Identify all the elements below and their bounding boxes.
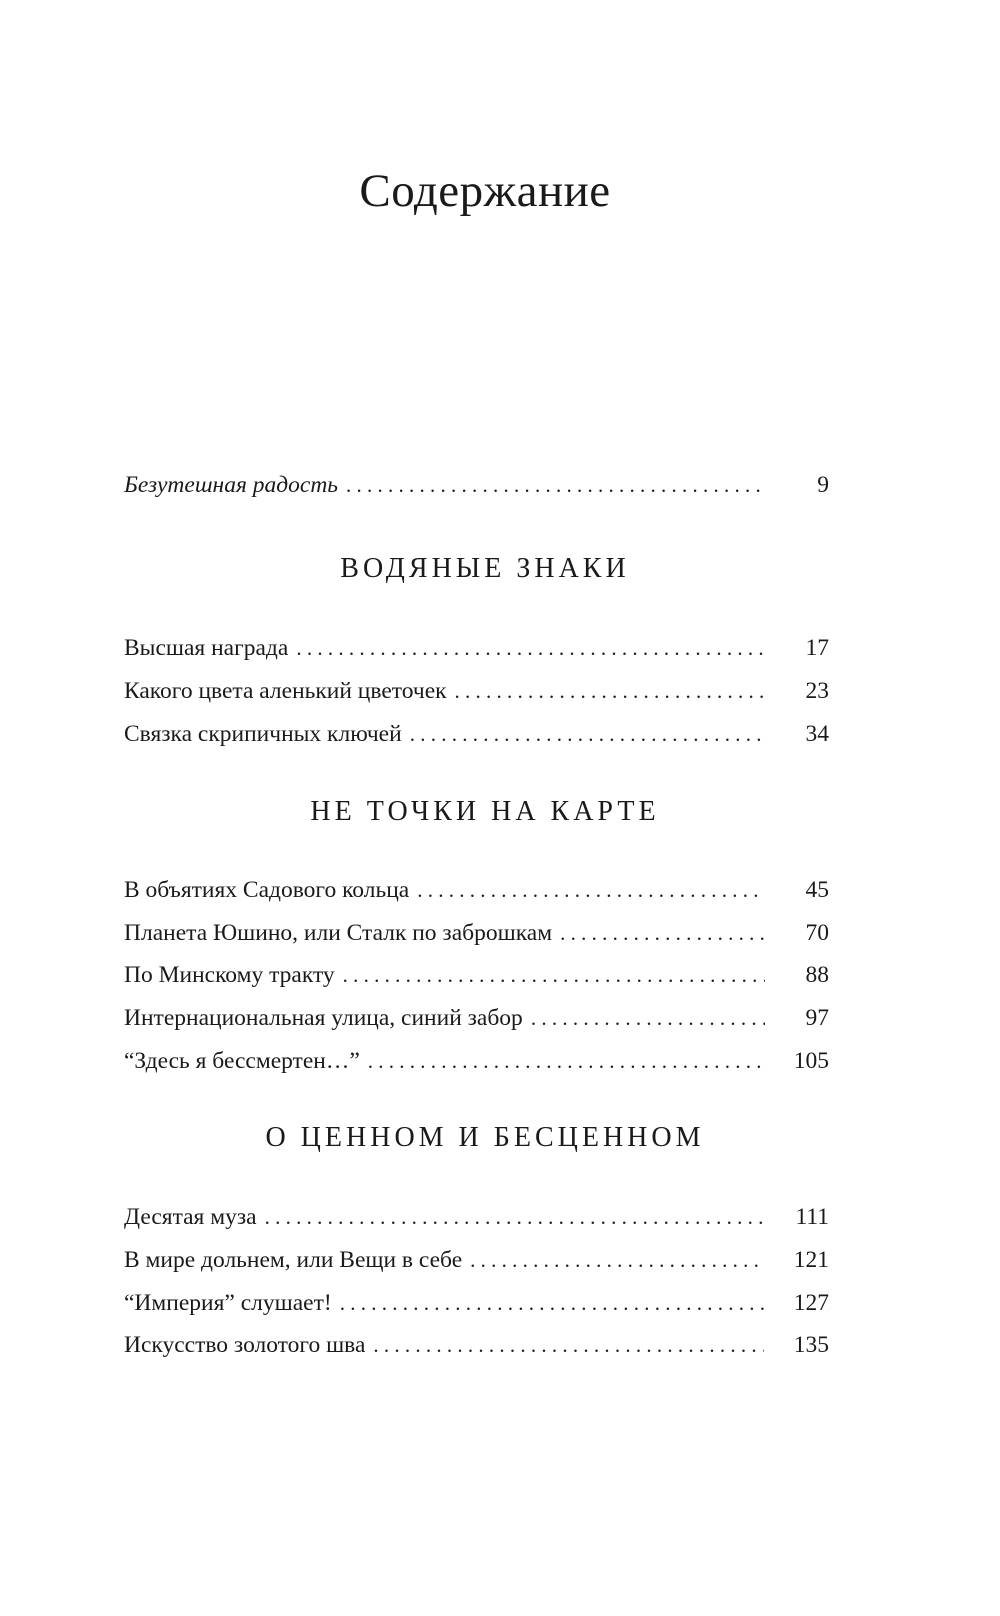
- toc-entry[interactable]: [124, 957, 829, 993]
- toc-page-number: 45: [805, 877, 829, 903]
- toc-entry-title: “Здесь я бессмертен…”: [124, 1048, 360, 1074]
- dot-leader: [410, 716, 765, 752]
- dot-leader: [346, 467, 765, 503]
- toc-entry-title: Высшая награда: [124, 635, 289, 661]
- dot-leader: [340, 1285, 764, 1321]
- toc-entry[interactable]: [124, 872, 829, 908]
- dot-leader: [296, 630, 765, 666]
- toc-entry-title: В объятиях Садового кольца: [124, 877, 410, 903]
- toc-entry-intro[interactable]: [124, 467, 829, 503]
- toc-entry[interactable]: [124, 630, 829, 666]
- toc-page-number: 17: [805, 635, 829, 661]
- toc-entry[interactable]: [124, 1242, 829, 1278]
- toc-page-number: 23: [805, 678, 829, 704]
- toc-page-number: 88: [805, 962, 829, 988]
- page-title: Содержание: [359, 165, 611, 217]
- toc-entry-title: Интернациональная улица, синий забор: [124, 1005, 523, 1031]
- toc-entry-title: В мире дольнем, или Вещи в себе: [124, 1247, 463, 1273]
- toc-entry[interactable]: [124, 1285, 829, 1321]
- toc-page-number: 111: [795, 1204, 829, 1230]
- toc-entry-title: Планета Юшино, или Сталк по заброшкам: [124, 920, 553, 946]
- toc-entry[interactable]: [124, 1199, 829, 1235]
- toc-entry-title: Безутешная радость: [124, 472, 339, 498]
- toc-entry-title: По Минскому тракту: [124, 962, 335, 988]
- toc-page-number: 70: [805, 920, 829, 946]
- toc-entry-title: Связка скрипичных ключей: [124, 721, 402, 747]
- toc-entry-title: Десятая муза: [124, 1204, 257, 1230]
- dot-leader: [417, 872, 765, 908]
- dot-leader: [455, 673, 765, 709]
- toc-page-number: 9: [817, 472, 829, 498]
- dot-leader: [343, 957, 765, 993]
- dot-leader: [531, 1000, 765, 1036]
- toc-page-number: 135: [793, 1332, 829, 1358]
- toc-page-number: 105: [793, 1048, 829, 1074]
- toc-entry[interactable]: [124, 1000, 829, 1036]
- section-heading-vodyanye-znaki: ВОДЯНЫЕ ЗНАКИ: [340, 553, 630, 584]
- toc-page-number: 121: [793, 1247, 829, 1273]
- dot-leader: [265, 1199, 765, 1235]
- toc-entry-title: Какого цвета аленький цветочек: [124, 678, 447, 704]
- toc-entry[interactable]: [124, 716, 829, 752]
- dot-leader: [373, 1327, 763, 1363]
- toc-page-number: 127: [793, 1290, 829, 1316]
- toc-entry[interactable]: [124, 673, 829, 709]
- toc-entry[interactable]: [124, 915, 829, 951]
- toc-entry[interactable]: [124, 1327, 829, 1363]
- toc-entry-title: Искусство золотого шва: [124, 1332, 366, 1358]
- toc-entry[interactable]: [124, 1043, 829, 1079]
- toc-page-number: 97: [805, 1005, 829, 1031]
- toc-entry-title: “Империя” слушает!: [124, 1290, 332, 1316]
- dot-leader: [470, 1242, 764, 1278]
- dot-leader: [560, 915, 765, 951]
- section-heading-ne-tochki-na-karte: НЕ ТОЧКИ НА КАРТЕ: [310, 796, 660, 827]
- dot-leader: [368, 1043, 764, 1079]
- section-heading-o-tsennom-i-bestsennom: О ЦЕННОМ И БЕСЦЕННОМ: [265, 1122, 705, 1153]
- toc-page-number: 34: [805, 721, 829, 747]
